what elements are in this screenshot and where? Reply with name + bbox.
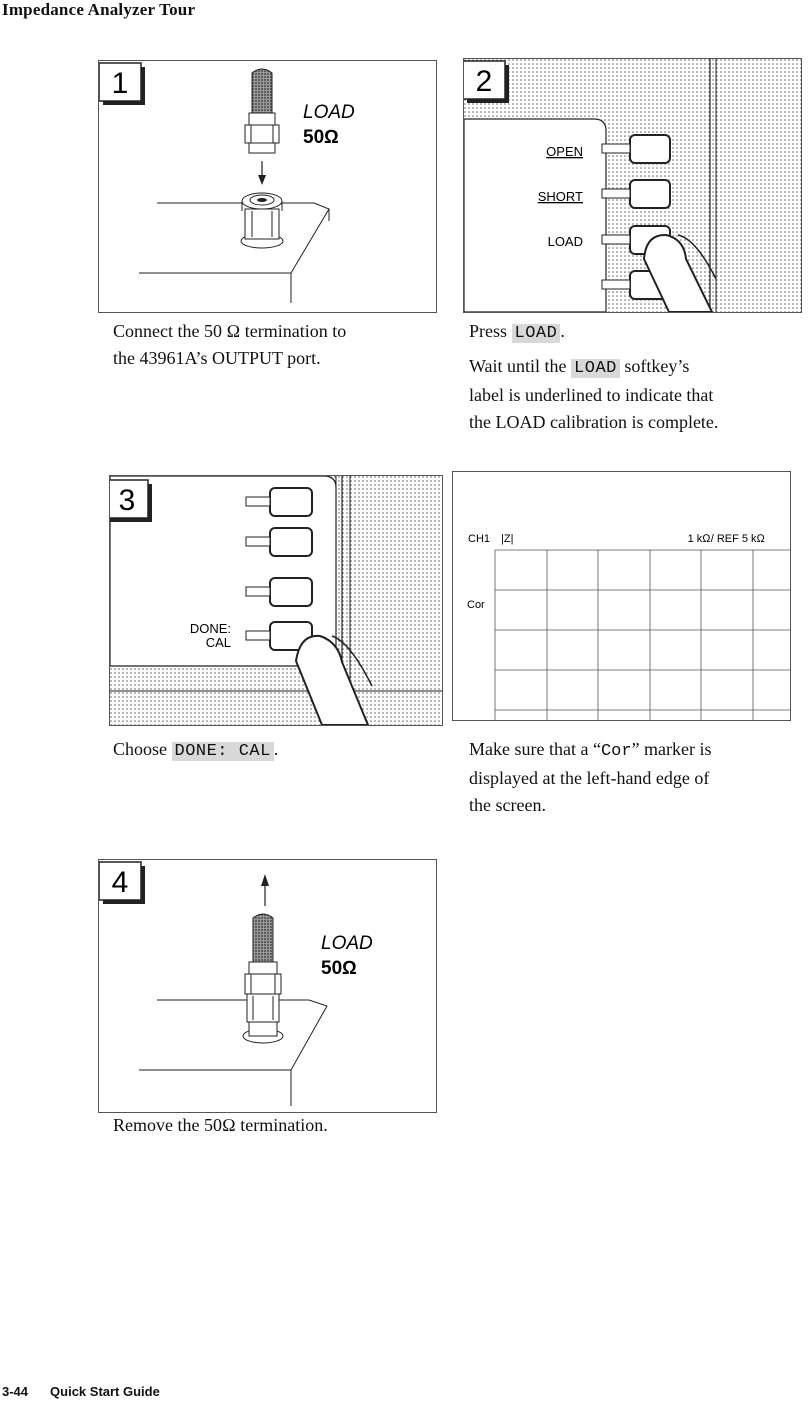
load-label: LOAD bbox=[303, 102, 355, 123]
page-number: 3-44 bbox=[2, 1384, 29, 1399]
page-footer bbox=[2, 1384, 182, 1399]
softkey-label-open: OPEN bbox=[546, 144, 583, 159]
key-done-cal: DONE: CAL bbox=[172, 742, 274, 761]
load-label: LOAD bbox=[321, 933, 373, 954]
load-termination bbox=[245, 69, 279, 153]
ohm-label: 50Ω bbox=[303, 127, 339, 148]
step3-illustration bbox=[109, 475, 443, 726]
softkey-label-load: LOAD bbox=[547, 234, 583, 249]
softkey-label-cal: CAL bbox=[205, 635, 231, 650]
softkey-label-short: SHORT bbox=[537, 189, 583, 204]
channel-label: CH1 bbox=[468, 533, 491, 545]
step4-caption: Remove the 50Ω termination. bbox=[113, 1115, 328, 1135]
step-number-badge bbox=[464, 61, 509, 103]
softkey-label-done: DONE: bbox=[189, 621, 231, 636]
svg-text:3: 3 bbox=[118, 484, 136, 517]
load-termination bbox=[243, 914, 283, 1043]
analyzer-screen bbox=[452, 471, 791, 721]
step-number-badge bbox=[99, 862, 145, 904]
scale-label: 1 kΩ/ REF 5 kΩ bbox=[687, 533, 765, 545]
key-load: LOAD bbox=[571, 359, 620, 378]
key-load: LOAD bbox=[512, 324, 561, 343]
step-number-badge bbox=[110, 480, 152, 522]
step3-caption: Choose DONE: CAL . bbox=[113, 739, 279, 761]
cor-marker: Cor bbox=[467, 599, 485, 611]
ohm-label: 50Ω bbox=[321, 958, 357, 979]
page-header: Impedance Analyzer Tour bbox=[2, 0, 196, 19]
step2-caption: Press LOAD . Wait until the LOAD softkey’s label is underlined to indicate that the LOAD calibration is complete. bbox=[469, 321, 719, 432]
output-port-connector bbox=[241, 193, 283, 248]
cor-marker-text: Cor bbox=[600, 742, 632, 761]
graticule bbox=[495, 550, 790, 720]
guide-title: Quick Start Guide bbox=[50, 1384, 160, 1399]
step1-illustration bbox=[98, 60, 437, 313]
svg-text:4: 4 bbox=[111, 866, 129, 899]
step2-illustration bbox=[463, 58, 802, 313]
parameter-label: |Z| bbox=[501, 533, 514, 545]
screen-caption: Make sure that a “Cor” marker is displayed at the left-hand edge of the screen. bbox=[469, 739, 712, 815]
svg-text:1: 1 bbox=[111, 67, 129, 100]
step1-caption: Connect the 50 Ω termination to the 43961A’s OUTPUT port. bbox=[113, 321, 347, 368]
step-number-badge bbox=[99, 63, 145, 105]
step4-illustration bbox=[98, 859, 437, 1113]
svg-text:2: 2 bbox=[475, 65, 493, 98]
